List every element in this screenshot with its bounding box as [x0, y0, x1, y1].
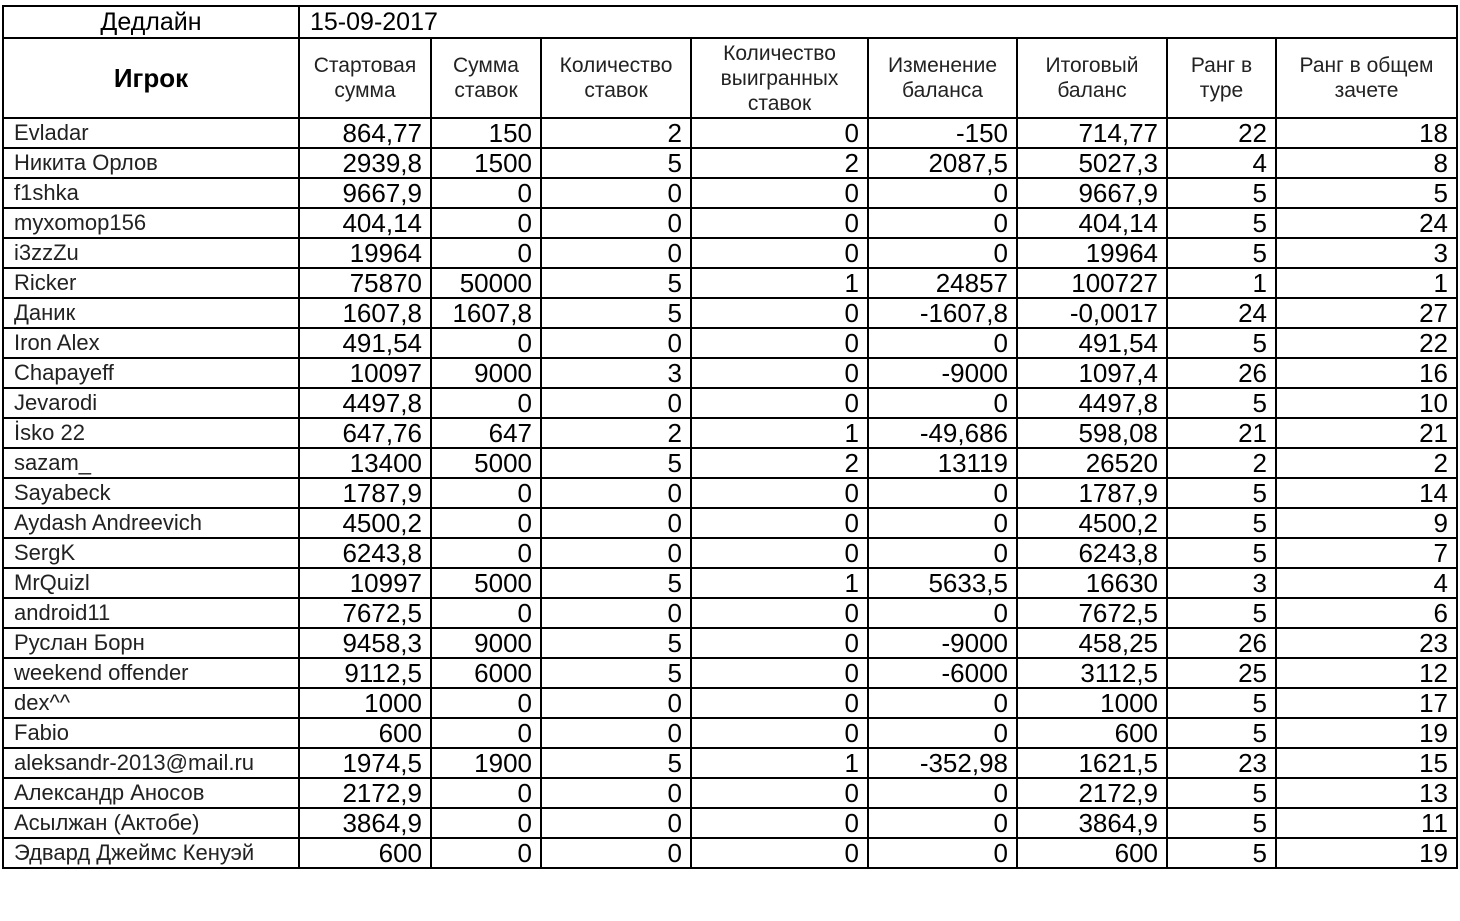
table-row [3, 688, 1457, 718]
bets-won-cell: 0 [691, 658, 868, 688]
overall-rank-cell: 16 [1276, 358, 1457, 388]
final-balance-cell: 7672,5 [1017, 598, 1167, 628]
bets-sum-cell: 0 [431, 688, 541, 718]
bets-count-cell: 3 [541, 358, 691, 388]
overall-rank-cell: 19 [1276, 718, 1457, 748]
bets-won-cell: 0 [691, 208, 868, 238]
bets-sum-cell: 0 [431, 328, 541, 358]
bets-count-cell: 0 [541, 508, 691, 538]
final-balance-cell: 1097,4 [1017, 358, 1167, 388]
deadline-value: 15-09-2017 [299, 6, 1457, 38]
balance-change-cell: 5633,5 [868, 568, 1017, 598]
player-name-cell: myxomop156 [3, 208, 299, 238]
bets-won-cell: 0 [691, 388, 868, 418]
final-balance-cell: 3112,5 [1017, 658, 1167, 688]
bets-sum-cell: 0 [431, 808, 541, 838]
overall-rank-cell: 7 [1276, 538, 1457, 568]
player-name-cell: Aydash Andreevich [3, 508, 299, 538]
tour-rank-cell: 25 [1167, 658, 1276, 688]
table-row [3, 808, 1457, 838]
overall-rank-cell: 1 [1276, 268, 1457, 298]
start-sum-cell: 13400 [299, 448, 431, 478]
balance-change-cell: -150 [868, 118, 1017, 148]
bets-sum-cell: 0 [431, 838, 541, 868]
header-bets-won: Количество выигранных ставок [691, 38, 868, 118]
tour-rank-cell: 21 [1167, 418, 1276, 448]
bets-won-cell: 0 [691, 778, 868, 808]
start-sum-cell: 75870 [299, 268, 431, 298]
table-row [3, 448, 1457, 478]
final-balance-cell: 4497,8 [1017, 388, 1167, 418]
overall-rank-cell: 19 [1276, 838, 1457, 868]
bets-sum-cell: 0 [431, 778, 541, 808]
bets-count-cell: 0 [541, 808, 691, 838]
table-row [3, 328, 1457, 358]
bets-won-cell: 0 [691, 538, 868, 568]
player-name-cell: MrQuizl [3, 568, 299, 598]
bets-sum-cell: 0 [431, 208, 541, 238]
balance-change-cell: 2087,5 [868, 148, 1017, 178]
balance-change-cell: 0 [868, 778, 1017, 808]
table-row [3, 538, 1457, 568]
tour-rank-cell: 5 [1167, 508, 1276, 538]
table-row [3, 238, 1457, 268]
bets-sum-cell: 0 [431, 598, 541, 628]
start-sum-cell: 1974,5 [299, 748, 431, 778]
player-name-cell: Sayabeck [3, 478, 299, 508]
tour-rank-cell: 5 [1167, 778, 1276, 808]
player-name-cell: SergK [3, 538, 299, 568]
tour-rank-cell: 24 [1167, 298, 1276, 328]
bets-won-cell: 0 [691, 688, 868, 718]
tour-rank-cell: 5 [1167, 718, 1276, 748]
tour-rank-cell: 1 [1167, 268, 1276, 298]
tour-rank-cell: 3 [1167, 568, 1276, 598]
bets-count-cell: 0 [541, 718, 691, 748]
player-name-cell: Iron Alex [3, 328, 299, 358]
overall-rank-cell: 18 [1276, 118, 1457, 148]
bets-count-cell: 5 [541, 298, 691, 328]
bets-count-cell: 5 [541, 448, 691, 478]
bets-sum-cell: 1900 [431, 748, 541, 778]
table-row [3, 718, 1457, 748]
overall-rank-cell: 10 [1276, 388, 1457, 418]
balance-change-cell: 0 [868, 538, 1017, 568]
standings-table [2, 5, 1458, 869]
table-row [3, 598, 1457, 628]
table-row [3, 178, 1457, 208]
balance-change-cell: 0 [868, 688, 1017, 718]
tour-rank-cell: 5 [1167, 538, 1276, 568]
table-row [3, 478, 1457, 508]
bets-won-cell: 0 [691, 328, 868, 358]
table-row [3, 508, 1457, 538]
bets-count-cell: 5 [541, 268, 691, 298]
overall-rank-cell: 3 [1276, 238, 1457, 268]
bets-won-cell: 0 [691, 718, 868, 748]
player-name-cell: f1shka [3, 178, 299, 208]
bets-sum-cell: 0 [431, 478, 541, 508]
balance-change-cell: -49,686 [868, 418, 1017, 448]
balance-change-cell: 24857 [868, 268, 1017, 298]
tour-rank-cell: 26 [1167, 628, 1276, 658]
overall-rank-cell: 11 [1276, 808, 1457, 838]
balance-change-cell: 0 [868, 838, 1017, 868]
final-balance-cell: 16630 [1017, 568, 1167, 598]
final-balance-cell: 5027,3 [1017, 148, 1167, 178]
bets-sum-cell: 1500 [431, 148, 541, 178]
bets-count-cell: 0 [541, 238, 691, 268]
bets-won-cell: 1 [691, 748, 868, 778]
bets-sum-cell: 50000 [431, 268, 541, 298]
bets-won-cell: 1 [691, 418, 868, 448]
tour-rank-cell: 23 [1167, 748, 1276, 778]
overall-rank-cell: 27 [1276, 298, 1457, 328]
bets-sum-cell: 5000 [431, 568, 541, 598]
bets-won-cell: 0 [691, 808, 868, 838]
bets-won-cell: 0 [691, 628, 868, 658]
table-row [3, 208, 1457, 238]
overall-rank-cell: 2 [1276, 448, 1457, 478]
bets-sum-cell: 9000 [431, 358, 541, 388]
player-name-cell: weekend offender [3, 658, 299, 688]
bets-sum-cell: 150 [431, 118, 541, 148]
final-balance-cell: 3864,9 [1017, 808, 1167, 838]
table-row [3, 658, 1457, 688]
bets-won-cell: 0 [691, 118, 868, 148]
final-balance-cell: 491,54 [1017, 328, 1167, 358]
final-balance-cell: 714,77 [1017, 118, 1167, 148]
tour-rank-cell: 5 [1167, 688, 1276, 718]
final-balance-cell: 404,14 [1017, 208, 1167, 238]
start-sum-cell: 9112,5 [299, 658, 431, 688]
table-row [3, 388, 1457, 418]
player-name-cell: dex^^ [3, 688, 299, 718]
bets-won-cell: 2 [691, 148, 868, 178]
bets-won-cell: 1 [691, 268, 868, 298]
overall-rank-cell: 5 [1276, 178, 1457, 208]
player-name-cell: Fabio [3, 718, 299, 748]
player-name-cell: Jevarodi [3, 388, 299, 418]
final-balance-cell: 1000 [1017, 688, 1167, 718]
start-sum-cell: 10097 [299, 358, 431, 388]
bets-won-cell: 0 [691, 508, 868, 538]
bets-count-cell: 5 [541, 628, 691, 658]
start-sum-cell: 2939,8 [299, 148, 431, 178]
balance-change-cell: -9000 [868, 358, 1017, 388]
bets-count-cell: 0 [541, 688, 691, 718]
balance-change-cell: 0 [868, 478, 1017, 508]
start-sum-cell: 4497,8 [299, 388, 431, 418]
table-row [3, 838, 1457, 868]
overall-rank-cell: 22 [1276, 328, 1457, 358]
balance-change-cell: 0 [868, 808, 1017, 838]
bets-count-cell: 5 [541, 658, 691, 688]
player-name-cell: Эдвард Джеймс Кенуэй [3, 838, 299, 868]
bets-count-cell: 0 [541, 388, 691, 418]
bets-sum-cell: 0 [431, 508, 541, 538]
start-sum-cell: 600 [299, 838, 431, 868]
deadline-row [3, 6, 1457, 38]
player-name-cell: Даник [3, 298, 299, 328]
player-name-cell: Chapayeff [3, 358, 299, 388]
header-start-sum: Стартовая сумма [299, 38, 431, 118]
final-balance-cell: 600 [1017, 838, 1167, 868]
table-row [3, 268, 1457, 298]
final-balance-cell: 9667,9 [1017, 178, 1167, 208]
balance-change-cell: 0 [868, 508, 1017, 538]
tour-rank-cell: 5 [1167, 598, 1276, 628]
header-tour-rank: Ранг в туре [1167, 38, 1276, 118]
balance-change-cell: 0 [868, 238, 1017, 268]
player-name-cell: i3zzZu [3, 238, 299, 268]
player-name-cell: Александр Аносов [3, 778, 299, 808]
overall-rank-cell: 9 [1276, 508, 1457, 538]
table-row [3, 778, 1457, 808]
bets-sum-cell: 0 [431, 718, 541, 748]
table-row [3, 148, 1457, 178]
tour-rank-cell: 22 [1167, 118, 1276, 148]
bets-won-cell: 0 [691, 598, 868, 628]
start-sum-cell: 1000 [299, 688, 431, 718]
overall-rank-cell: 23 [1276, 628, 1457, 658]
overall-rank-cell: 13 [1276, 778, 1457, 808]
start-sum-cell: 1607,8 [299, 298, 431, 328]
table-row [3, 568, 1457, 598]
header-player: Игрок [3, 38, 299, 118]
start-sum-cell: 7672,5 [299, 598, 431, 628]
bets-count-cell: 0 [541, 598, 691, 628]
bets-sum-cell: 5000 [431, 448, 541, 478]
bets-count-cell: 5 [541, 568, 691, 598]
tour-rank-cell: 2 [1167, 448, 1276, 478]
overall-rank-cell: 4 [1276, 568, 1457, 598]
final-balance-cell: 4500,2 [1017, 508, 1167, 538]
tour-rank-cell: 26 [1167, 358, 1276, 388]
overall-rank-cell: 21 [1276, 418, 1457, 448]
final-balance-cell: -0,0017 [1017, 298, 1167, 328]
bets-won-cell: 0 [691, 478, 868, 508]
tour-rank-cell: 5 [1167, 238, 1276, 268]
tour-rank-cell: 5 [1167, 808, 1276, 838]
player-name-cell: Evladar [3, 118, 299, 148]
balance-change-cell: -1607,8 [868, 298, 1017, 328]
bets-count-cell: 0 [541, 838, 691, 868]
balance-change-cell: 0 [868, 178, 1017, 208]
bets-won-cell: 0 [691, 178, 868, 208]
start-sum-cell: 491,54 [299, 328, 431, 358]
start-sum-cell: 647,76 [299, 418, 431, 448]
table-row [3, 118, 1457, 148]
bets-won-cell: 2 [691, 448, 868, 478]
start-sum-cell: 2172,9 [299, 778, 431, 808]
header-row [3, 38, 1457, 118]
player-name-cell: sazam_ [3, 448, 299, 478]
bets-count-cell: 0 [541, 478, 691, 508]
bets-count-cell: 5 [541, 748, 691, 778]
table-row [3, 748, 1457, 778]
start-sum-cell: 4500,2 [299, 508, 431, 538]
player-name-cell: android11 [3, 598, 299, 628]
bets-count-cell: 2 [541, 418, 691, 448]
table-row [3, 358, 1457, 388]
tour-rank-cell: 4 [1167, 148, 1276, 178]
tour-rank-cell: 5 [1167, 178, 1276, 208]
balance-change-cell: 13119 [868, 448, 1017, 478]
start-sum-cell: 404,14 [299, 208, 431, 238]
player-name-cell: Никита Орлов [3, 148, 299, 178]
bets-won-cell: 1 [691, 568, 868, 598]
final-balance-cell: 26520 [1017, 448, 1167, 478]
bets-sum-cell: 647 [431, 418, 541, 448]
final-balance-cell: 598,08 [1017, 418, 1167, 448]
balance-change-cell: -352,98 [868, 748, 1017, 778]
player-name-cell: aleksandr-2013@mail.ru [3, 748, 299, 778]
overall-rank-cell: 8 [1276, 148, 1457, 178]
bets-count-cell: 2 [541, 118, 691, 148]
balance-change-cell: 0 [868, 328, 1017, 358]
start-sum-cell: 10997 [299, 568, 431, 598]
tour-rank-cell: 5 [1167, 838, 1276, 868]
bets-won-cell: 0 [691, 238, 868, 268]
overall-rank-cell: 6 [1276, 598, 1457, 628]
bets-won-cell: 0 [691, 838, 868, 868]
tour-rank-cell: 5 [1167, 478, 1276, 508]
player-name-cell: İsko 22 [3, 418, 299, 448]
final-balance-cell: 6243,8 [1017, 538, 1167, 568]
bets-won-cell: 0 [691, 358, 868, 388]
overall-rank-cell: 24 [1276, 208, 1457, 238]
final-balance-cell: 1787,9 [1017, 478, 1167, 508]
balance-change-cell: 0 [868, 388, 1017, 418]
start-sum-cell: 864,77 [299, 118, 431, 148]
start-sum-cell: 9667,9 [299, 178, 431, 208]
table-row [3, 628, 1457, 658]
final-balance-cell: 19964 [1017, 238, 1167, 268]
final-balance-cell: 458,25 [1017, 628, 1167, 658]
deadline-label: Дедлайн [3, 6, 299, 38]
bets-count-cell: 0 [541, 538, 691, 568]
bets-count-cell: 0 [541, 778, 691, 808]
start-sum-cell: 600 [299, 718, 431, 748]
bets-sum-cell: 9000 [431, 628, 541, 658]
bets-sum-cell: 0 [431, 238, 541, 268]
player-name-cell: Руслан Борн [3, 628, 299, 658]
bets-sum-cell: 0 [431, 538, 541, 568]
start-sum-cell: 1787,9 [299, 478, 431, 508]
balance-change-cell: 0 [868, 718, 1017, 748]
tour-rank-cell: 5 [1167, 328, 1276, 358]
final-balance-cell: 2172,9 [1017, 778, 1167, 808]
bets-sum-cell: 0 [431, 388, 541, 418]
bets-sum-cell: 1607,8 [431, 298, 541, 328]
player-name-cell: Ricker [3, 268, 299, 298]
final-balance-cell: 100727 [1017, 268, 1167, 298]
overall-rank-cell: 12 [1276, 658, 1457, 688]
bets-won-cell: 0 [691, 298, 868, 328]
header-balance-change: Изменение баланса [868, 38, 1017, 118]
bets-sum-cell: 0 [431, 178, 541, 208]
bets-sum-cell: 6000 [431, 658, 541, 688]
header-overall-rank: Ранг в общем зачете [1276, 38, 1457, 118]
start-sum-cell: 6243,8 [299, 538, 431, 568]
bets-count-cell: 5 [541, 148, 691, 178]
start-sum-cell: 19964 [299, 238, 431, 268]
overall-rank-cell: 14 [1276, 478, 1457, 508]
final-balance-cell: 1621,5 [1017, 748, 1167, 778]
overall-rank-cell: 17 [1276, 688, 1457, 718]
header-bets-count: Количество ставок [541, 38, 691, 118]
balance-change-cell: 0 [868, 598, 1017, 628]
bets-count-cell: 0 [541, 208, 691, 238]
balance-change-cell: -6000 [868, 658, 1017, 688]
balance-change-cell: -9000 [868, 628, 1017, 658]
table-row [3, 298, 1457, 328]
overall-rank-cell: 15 [1276, 748, 1457, 778]
table-row [3, 418, 1457, 448]
start-sum-cell: 9458,3 [299, 628, 431, 658]
start-sum-cell: 3864,9 [299, 808, 431, 838]
tour-rank-cell: 5 [1167, 208, 1276, 238]
final-balance-cell: 600 [1017, 718, 1167, 748]
bets-count-cell: 0 [541, 328, 691, 358]
bets-count-cell: 0 [541, 178, 691, 208]
player-name-cell: Асылжан (Актобе) [3, 808, 299, 838]
tour-rank-cell: 5 [1167, 388, 1276, 418]
balance-change-cell: 0 [868, 208, 1017, 238]
header-final-balance: Итоговый баланс [1017, 38, 1167, 118]
header-bets-sum: Сумма ставок [431, 38, 541, 118]
